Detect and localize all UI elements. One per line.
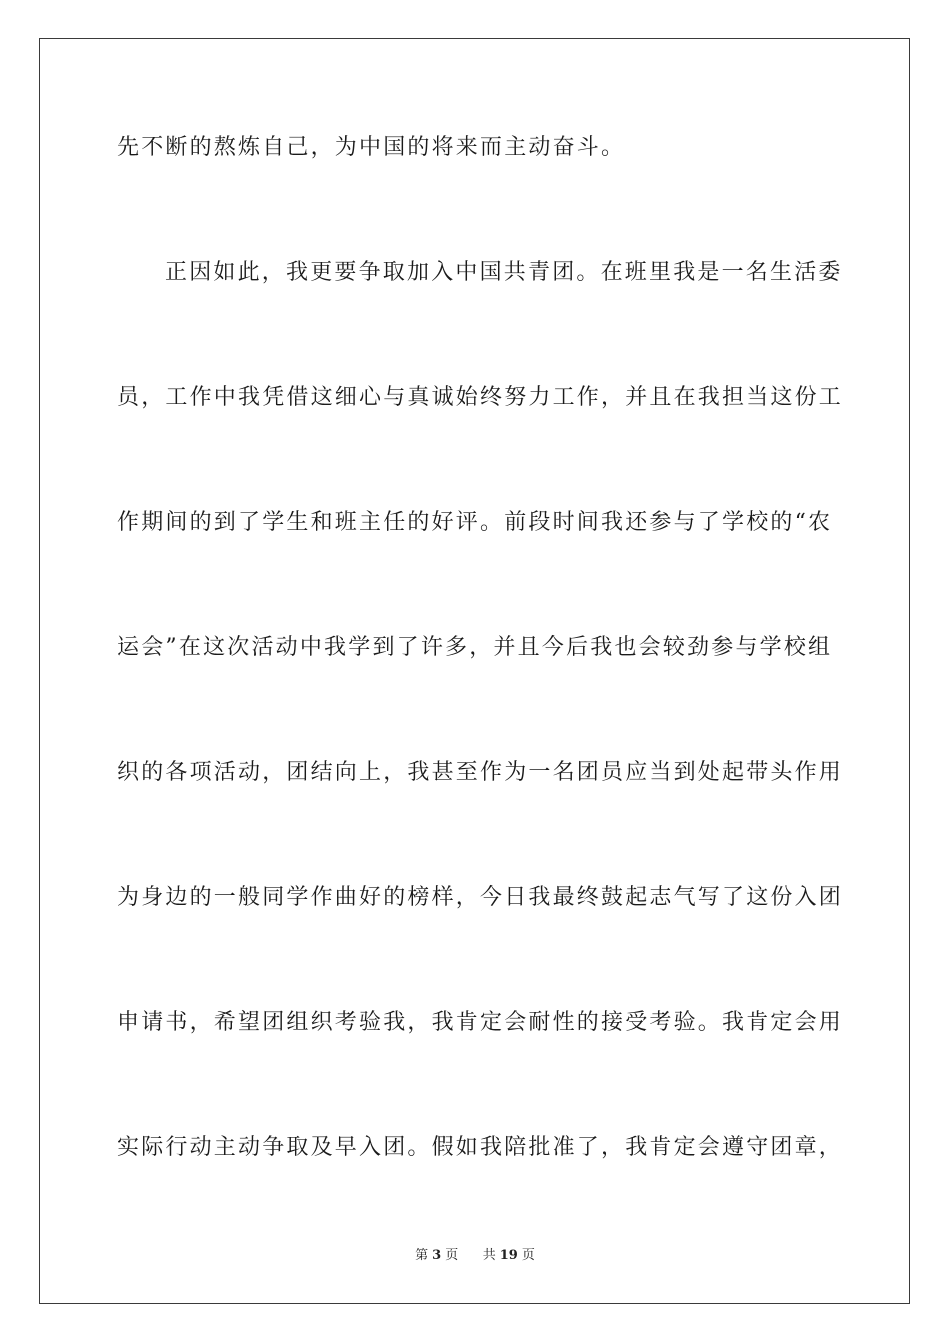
page-suffix: 页	[445, 1248, 459, 1263]
page-prefix: 第	[415, 1248, 429, 1263]
body-line-4: 作期间的到了学生和班主任的好评。前段时间我还参与了学校的“农	[117, 510, 833, 535]
body-line-7: 为身边的一般同学作曲好的榜样，今日我最终鼓起志气写了这份入团	[117, 885, 844, 910]
page-border	[39, 38, 910, 1304]
body-line-6: 织的各项活动，团结向上，我甚至作为一名团员应当到处起带头作用	[117, 760, 844, 785]
body-line-3: 员，工作中我凭借这细心与真诚始终努力工作，并且在我担当这份工	[117, 385, 844, 410]
total-prefix: 共	[482, 1248, 496, 1263]
total-suffix: 页	[521, 1248, 535, 1263]
body-line-1: 先不断的熬炼自己，为中国的将来而主动奋斗。	[117, 135, 626, 160]
body-line-5: 运会”在这次活动中我学到了许多，并且今后我也会较劲参与学校组	[117, 635, 833, 660]
page-number	[413, 1248, 460, 1263]
body-line-9: 实际行动主动争取及早入团。假如我陪批准了，我肯定会遵守团章，	[117, 1135, 844, 1160]
body-line-2: 正因如此，我更要争取加入中国共青团。在班里我是一名生活委	[165, 260, 843, 285]
page-total	[481, 1248, 537, 1263]
body-line-8: 申请书，希望团组织考验我，我肯定会耐性的接受考验。我肯定会用	[117, 1010, 844, 1035]
current-page: 3	[432, 1248, 442, 1263]
page-footer	[0, 1248, 950, 1264]
total-pages: 19	[499, 1248, 518, 1263]
